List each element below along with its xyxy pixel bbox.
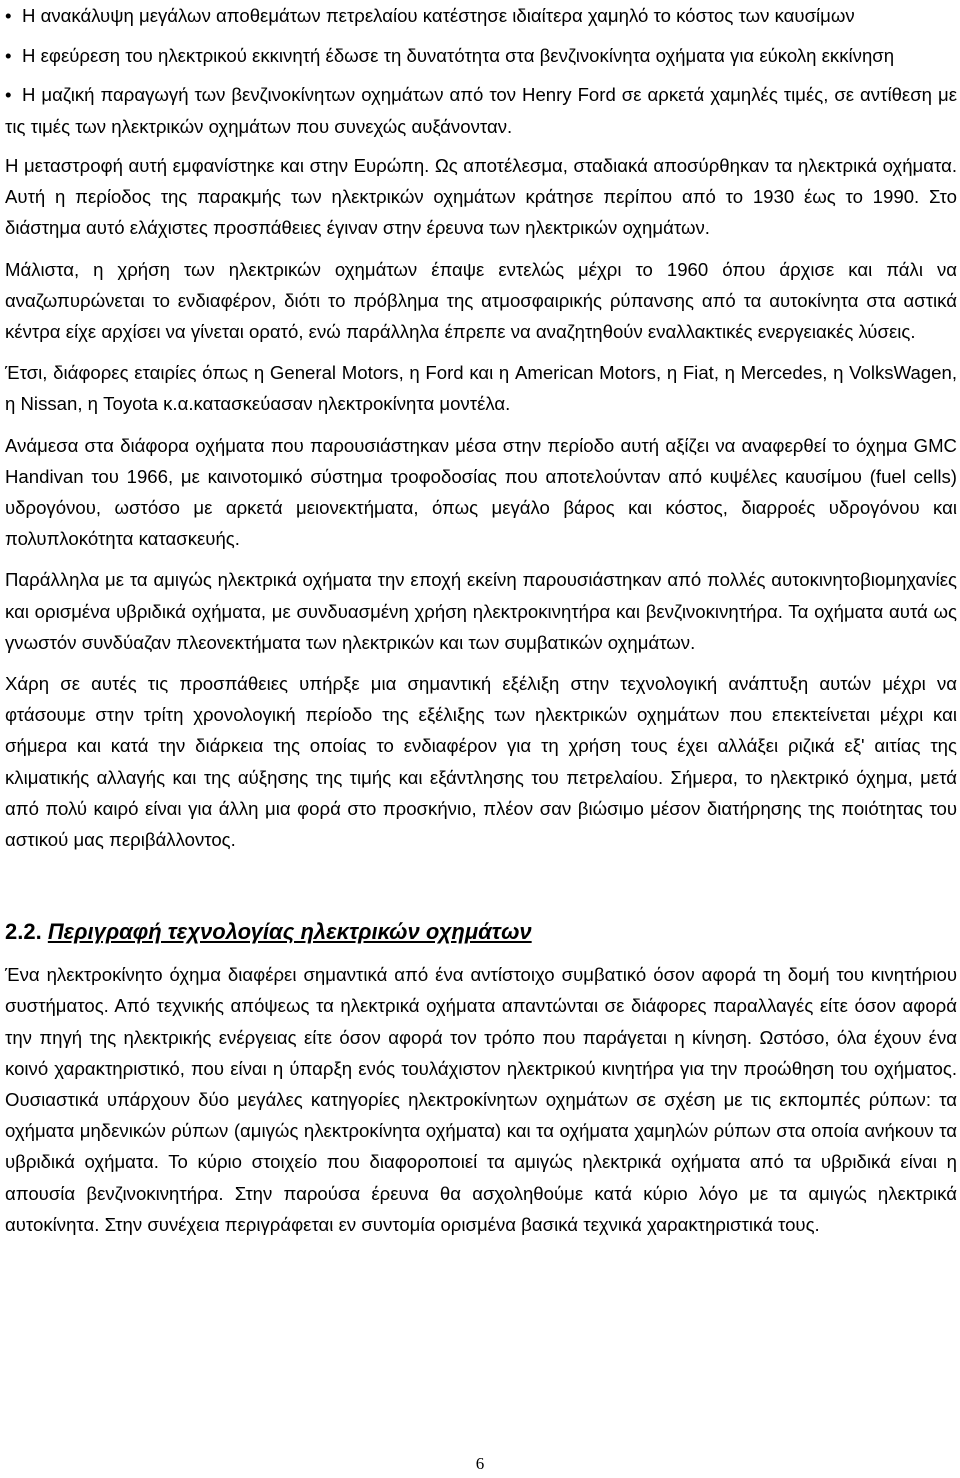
bullet-text: Η ανακάλυψη μεγάλων αποθεμάτων πετρελαίου κατέστησε ιδιαίτερα χαμηλό το κόστος των καυσίμων	[22, 5, 855, 26]
bullet-text: Η μαζική παραγωγή των βενζινοκίνητων οχημάτων από τον Henry Ford σε αρκετά χαμηλές τιμές, σε αντίθεση με τις τιμές των ηλεκτρικών οχημάτων που συνεχώς αυξάνονταν.	[5, 84, 957, 137]
list-item	[5, 79, 957, 142]
section-heading	[5, 917, 957, 947]
paragraph: Έτσι, διάφορες εταιρίες όπως η General Motors, η Ford και η American Motors, η Fiat, η Mercedes, η VolksWagen, η Nissan, η Toyota κ.α.κατασκεύασαν ηλεκτροκίνητα μοντέλα.	[5, 362, 957, 415]
list-item	[5, 0, 957, 32]
bullet-icon: •	[5, 84, 12, 105]
bullet-text: Η εφεύρεση του ηλεκτρικού εκκινητή έδωσε τη δυνατότητα στα βενζινοκίνητα οχήματα για εύκολη εκκίνηση	[22, 44, 895, 66]
paragraph: Ανάμεσα στα διάφορα οχήματα που παρουσιάστηκαν μέσα στην περίοδο αυτή αξίζει να αναφερθεί το όχημα GMC Handivan του 1966, με καινοτομικό σύστημα τροφοδοσίας που αποτελούνταν από κυψέλες καυσίμου (fuel cells) υδρογόνου, ωστόσο με αρκετά μειονεκτήματα, όπως μεγάλο βάρος και κόστος, διαρροές υδρογόνου και πολυπλοκότητα κατασκευής.	[5, 434, 957, 550]
bullet-icon: •	[5, 44, 12, 66]
paragraph: Χάρη σε αυτές τις προσπάθειες υπήρξε μια σημαντική εξέλιξη στην τεχνολογική ανάπτυξη αυτών μέχρι να φτάσουμε στην τρίτη χρονολογική περίοδο της εξέλιξης των ηλεκτρικών οχημάτων που επεκτείνεται μέχρι και σήμερα και κατά την διάρκεια της οποίας το ενδιαφέρον για τη χρήση τους έχει αλλάξει ριζικά εξ' αιτίας της κλιματικής αλλαγής και της αύξησης της τιμής και εξάντλησης του πετρελαίου. Σήμερα, το ηλεκτρικό όχημα, μετά από πολύ καιρό είναι για άλλη μια φορά στο προσκήνιο, πλέον σαν βιώσιμο μέσον διατήρησης της ποιότητας του αστικού μας περιβάλλοντος.	[5, 673, 957, 851]
bullet-list	[5, 0, 957, 142]
page-number: 6	[475, 1454, 485, 1473]
section-title: Περιγραφή τεχνολογίας ηλεκτρικών οχημάτων	[47, 919, 532, 945]
section-number: 2.2.	[5, 919, 42, 945]
paragraph: Η μεταστροφή αυτή εμφανίστηκε και στην Ευρώπη. Ως αποτέλεσμα, σταδιακά αποσύρθηκαν τα ηλεκτρικά οχήματα. Αυτή η περίοδος της παρακμής των ηλεκτρικών οχημάτων κράτησε περίπου από το 1930 έως το 1990. Στο διάστημα αυτό ελάχιστες προσπάθειες έγιναν στην έρευνα των ηλεκτρικών οχημάτων.	[5, 155, 957, 239]
section-paragraph: Ένα ηλεκτροκίνητο όχημα διαφέρει σημαντικά από ένα αντίστοιχο συμβατικό όσον αφορά τη δομή του κινητήριου συστήματος. Από τεχνικής απόψεως τα ηλεκτρικά οχήματα απαντώνται σε διάφορες παραλλαγές είτε όσον αφορά την πηγή της ηλεκτρικής ενέργειας είτε όσον αφορά τον τρόπο που παράγεται η κίνηση. Ωστόσο, όλα έχουν ένα κοινό χαρακτηριστικό, που είναι η ύπαρξη ενός τουλάχιστον ηλεκτρικού κινητήρα για την προώθηση του οχήματος. Ουσιαστικά υπάρχουν δύο μεγάλες κατηγορίες ηλεκτροκίνητων οχημάτων σε σχέση με τις εκπομπές ρύπων: τα οχήματα μηδενικών ρύπων (αμιγώς ηλεκτροκίνητα οχήματα) και τα οχήματα χαμηλών ρύπων στα οποία ανήκουν τα υβριδικά οχήματα. Το κύριο στοιχείο που διαφοροποιεί τα αμιγώς ηλεκτρικά οχήματα από τα υβριδικά είναι η απουσία βενζινοκινητήρα. Στην παρούσα έρευνα θα ασχοληθούμε κατά κύριο λόγο με τα αμιγώς ηλεκτρικά αυτοκίνητα. Στην συνέχεια περιγράφεται εν συντομία ορισμένα βασικά τεχνικά χαρακτηριστικά τους.	[5, 964, 957, 1235]
paragraph: Παράλληλα με τα αμιγώς ηλεκτρικά οχήματα την εποχή εκείνη παρουσιάστηκαν από πολλές αυτοκινητοβιομηχανίες και ορισμένα υβριδικά οχήματα, με συνδυασμένη χρήση ηλεκτροκινητήρα και βενζινοκινητήρα. Τα οχήματα αυτά ως γνωστόν συνδύαζαν πλεονεκτήματα των ηλεκτρικών και των συμβατικών οχημάτων.	[5, 569, 957, 653]
bullet-icon: •	[5, 5, 12, 26]
paragraph: Μάλιστα, η χρήση των ηλεκτρικών οχημάτων έπαψε εντελώς μέχρι το 1960 όπου άρχισε και πάλι να αναζωπυρώνεται το ενδιαφέρον, διότι το πρόβλημα της ατμοσφαιρικής ρύπανσης από τα αυτοκίνητα στα αστικά κέντρα είχε αρχίσει να γίνεται ορατό, ενώ παράλληλα έπρεπε να αναζητηθούν εναλλακτικές ενεργειακές λύσεις.	[5, 258, 957, 343]
document-page	[5, 0, 957, 1250]
list-item	[5, 40, 957, 72]
